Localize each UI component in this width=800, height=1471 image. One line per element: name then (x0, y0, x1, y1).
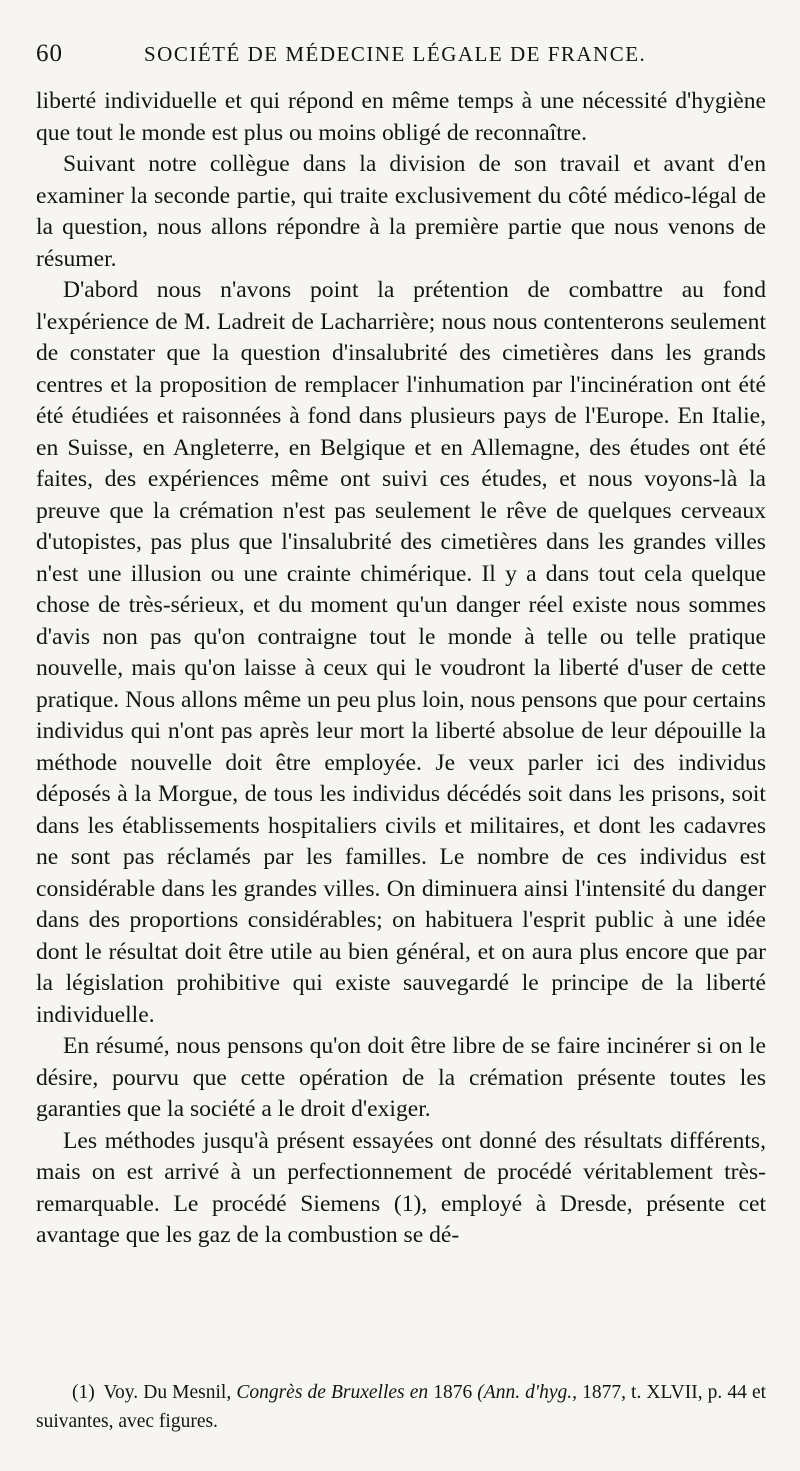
footnote-year: 1876 (433, 1382, 473, 1403)
footnotes (36, 1378, 766, 1436)
paragraph-continued: liberté individuelle et qui répond en même temps à une nécessité d'hygiène que tout le monde est plus ou moins obligé de reconnaître. (36, 88, 766, 146)
page-number: 60 (36, 40, 63, 67)
footnote-reference: 1877, t. XLVII, p. 44 et suivantes, avec figures. (36, 1382, 767, 1432)
footnote-journal: (Ann. d'hyg., (477, 1382, 577, 1403)
running-title: SOCIÉTÉ DE MÉDECINE LÉGALE DE FRANCE. (144, 42, 647, 66)
page-header (36, 40, 770, 76)
paragraph: Suivant notre collègue dans la division de son travail et avant d'en examiner la seconde partie, qui traite exclusivement du côté médico-légal de la question, nous allons répondre à la première partie que nous venons de résumer. (36, 151, 766, 272)
paragraph: Les méthodes jusqu'à présent essayées ont donné des résultats différents, mais on est arrivé à un perfectionnement de procédé véritablement très-remarquable. Le procédé Siemens (1), employé à Dresde, présente cet avantage que les gaz de la combustion se dé- (36, 1127, 766, 1248)
paragraph: D'abord nous n'avons point la prétention de combattre au fond l'expérience de M. Ladreit de Lacharrière; nous nous contenterons seulement de constater que la question d'insalubrité des cimetières dans les grands centres et la proposition de remplacer l'inhumation par l'incinération ont été été étudiées et raisonnées à fond dans plusieurs pays de l'Europe. En Italie, en Suisse, en Angleterre, en Belgique et en Allemagne, des études ont été faites, des expériences même ont suivi ces études, et nous voyons-là la preuve que la crémation n'est pas seulement le rêve de quelques cerveaux d'utopistes, pas plus que l'insalubrité des cimetières dans les grandes villes n'est une illusion ou une crainte chimérique. Il y a dans tout cela quelque chose de très-sérieux, et du moment qu'un danger réel existe nous sommes d'avis non pas qu'on contraigne tout le monde à telle ou telle pratique nouvelle, mais qu'on laisse à ceux qui le voudront la liberté d'user de cette pratique. Nous allons même un peu plus loin, nous pensons que pour certains individus qui n'ont pas après leur mort la liberté absolue de leur dépouille la méthode nouvelle doit être employée. Je veux parler ici des individus déposés à la Morgue, de tous les individus décédés soit dans les prisons, soit dans les établissements hospitaliers civils et militaires, et dont les cadavres ne sont pas réclamés par les familles. Le nombre de ces individus est considérable dans les grandes villes. On diminuera ainsi l'intensité du danger dans des proportions considérables; on habituera l'esprit public à une idée dont le résultat doit être utile au bien général, et on aura plus encore que par la législation prohibitive qui existe sauvegardé le principe de la liberté individuelle. (36, 277, 766, 1028)
footnote (36, 1378, 766, 1436)
body-text (36, 86, 766, 1252)
footnote-marker: (1) (72, 1382, 95, 1403)
paragraph: En résumé, nous pensons qu'on doit être libre de se faire incinérer si on le désire, pourvu que cette opération de la crémation présente toutes les garanties que la société a le droit d'exiger. (36, 1033, 766, 1122)
footnote-citation-title: Congrès de Bruxelles en (236, 1382, 429, 1403)
footnote-text: Voy. Du Mesnil, (103, 1382, 232, 1403)
